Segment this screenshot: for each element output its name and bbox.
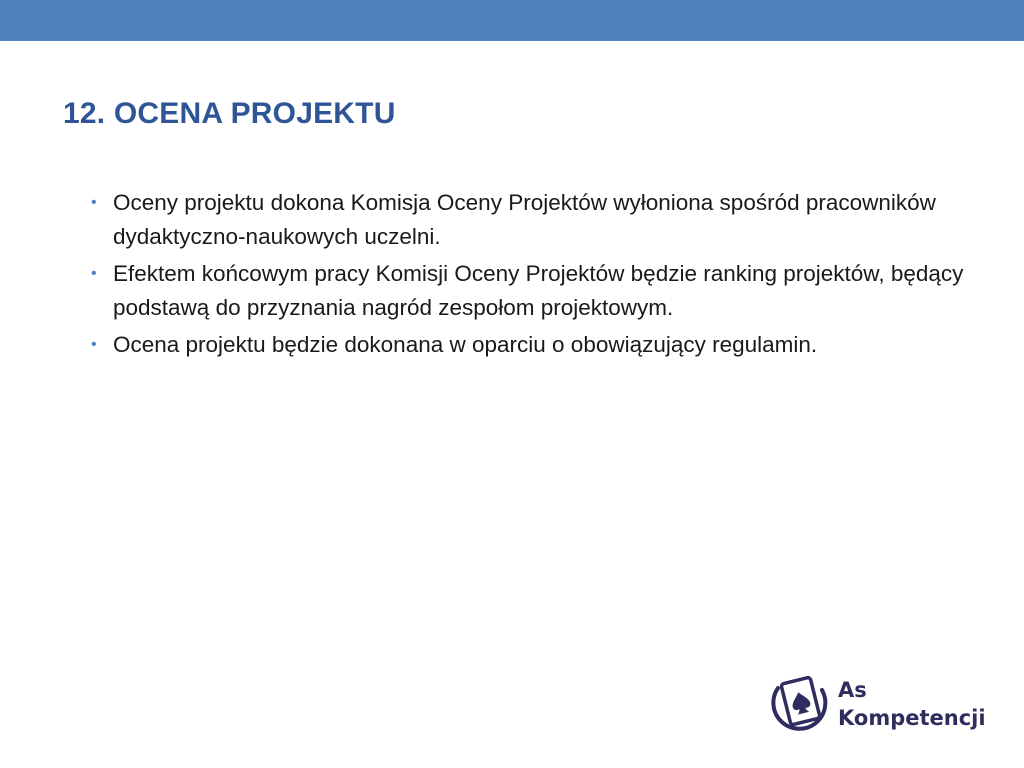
slide-title: 12. OCENA PROJEKTU (63, 97, 396, 130)
bullet-list (91, 186, 971, 365)
top-accent-bar (0, 0, 1024, 41)
logo-wordmark (838, 676, 986, 732)
bullet-icon: • (91, 336, 97, 353)
as-kompetencji-logo (768, 668, 998, 748)
bullet-text: Efektem końcowym pracy Komisji Oceny Projektów będzie ranking projektów, będący podstawą do przyznania nagród zespołom projektowym. (113, 261, 964, 320)
bullet-text: Oceny projektu dokona Komisja Oceny Projektów wyłoniona spośród pracowników dydaktyczno-naukowych uczelni. (113, 190, 936, 249)
bullet-item (91, 186, 971, 254)
spade-card-icon (768, 670, 832, 742)
bullet-text: Ocena projektu będzie dokonana w oparciu o obowiązujący regulamin. (113, 332, 818, 357)
bullet-icon: • (91, 265, 97, 282)
logo-line-1: As (838, 678, 867, 702)
logo-line-2: Kompetencji (838, 706, 986, 730)
bullet-item (91, 328, 971, 362)
bullet-item (91, 257, 971, 325)
bullet-icon: • (91, 194, 97, 211)
